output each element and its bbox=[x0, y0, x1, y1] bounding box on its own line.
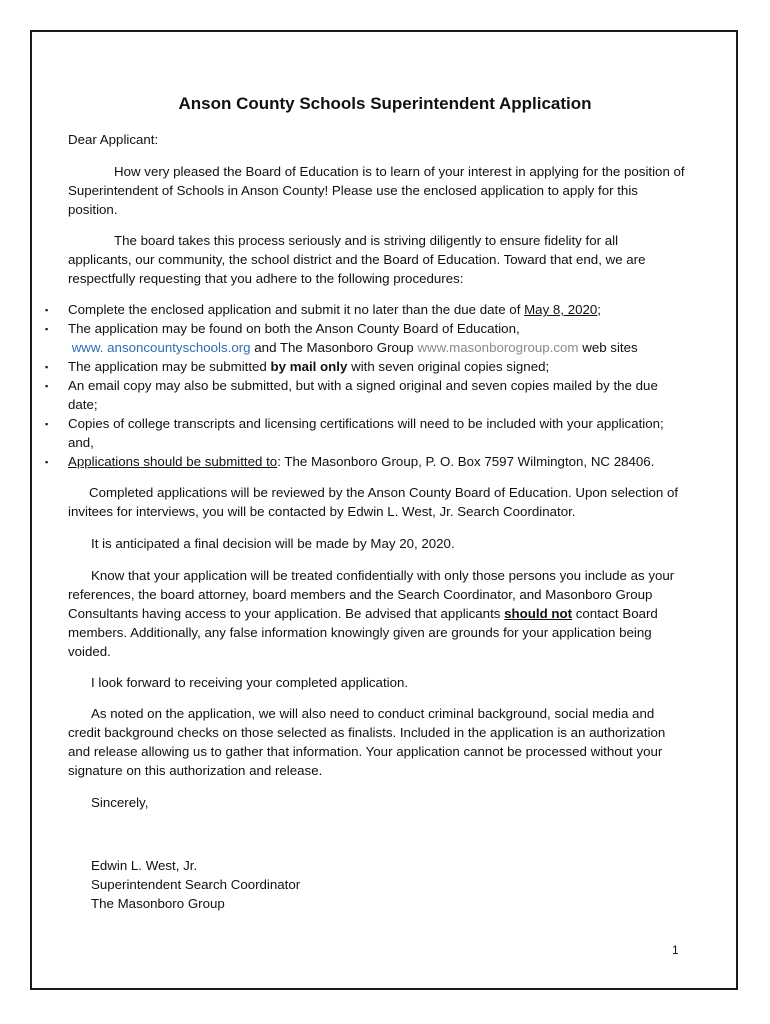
para5-line4: members. Additionally, any false information knowingly given are grounds for your application being bbox=[68, 625, 652, 640]
mailing-address: : The Masonboro Group, P. O. Box 7597 Wilmington, NC 28406. bbox=[277, 454, 655, 469]
para7-line3: and release allowing us to gather that information. Your application cannot be processed without your bbox=[68, 744, 663, 759]
para5-line5: voided. bbox=[68, 644, 111, 659]
para4: It is anticipated a final decision will be made by May 20, 2020. bbox=[91, 536, 455, 551]
signature-name: Edwin L. West, Jr. bbox=[91, 858, 198, 873]
para1-line1: How very pleased the Board of Education is to learn of your interest in applying for the position of bbox=[114, 164, 685, 179]
bullet-icon: ▪ bbox=[45, 419, 49, 429]
para5-text: contact Board bbox=[572, 606, 658, 621]
emphasis-text: by mail only bbox=[270, 359, 348, 374]
para1-line3: position. bbox=[68, 202, 118, 217]
list-item-end: with seven original copies signed; bbox=[347, 359, 550, 374]
para7-line2: credit background checks on those selected as finalists. Included in the application is an authorization bbox=[68, 725, 666, 740]
para3-line1: Completed applications will be reviewed by the Anson County Board of Education. Upon selection of bbox=[89, 485, 679, 500]
salutation: Dear Applicant: bbox=[68, 132, 159, 147]
bullet-icon: ▪ bbox=[45, 457, 49, 467]
masonborogroup-link[interactable]: www.masonborogroup.com bbox=[417, 340, 579, 355]
list-item-continuation: date; bbox=[68, 397, 98, 412]
list-item: An email copy may also be submitted, but with a signed original and seven copies mailed by the due bbox=[68, 378, 658, 393]
emphasis-text: should not bbox=[504, 606, 573, 621]
para5-text: Consultants having access to your application. Be advised that applicants bbox=[68, 606, 505, 621]
list-item: The application may be found on both the Anson County Board of Education, bbox=[68, 321, 520, 336]
para5-line2: references, the board attorney, board members and the Search Coordinator, and Masonboro Group bbox=[68, 587, 653, 602]
ansoncountyschools-link[interactable]: www. ansoncountyschools.org bbox=[71, 340, 251, 355]
list-item bbox=[68, 357, 549, 376]
list-item bbox=[68, 452, 654, 471]
underlined-text: Applications should be submitted to bbox=[68, 454, 278, 469]
list-item-end: web sites bbox=[578, 340, 638, 355]
para7-line4: signature on this authorization and release. bbox=[68, 763, 323, 778]
list-item-text: Complete the enclosed application and submit it no later than the due date of bbox=[68, 302, 525, 317]
page-title: Anson County Schools Superintendent Application bbox=[178, 94, 592, 113]
signature-org: The Masonboro Group bbox=[91, 896, 225, 911]
para5-line1: Know that your application will be treated confidentially with only those persons you include as your bbox=[91, 568, 675, 583]
closing: Sincerely, bbox=[91, 795, 149, 810]
para2-line1: The board takes this process seriously and is striving diligently to ensure fidelity for all bbox=[114, 233, 619, 248]
para2-line3: respectfully requesting that you adhere to the following procedures: bbox=[68, 271, 464, 286]
page-number: 1 bbox=[672, 943, 679, 957]
list-item-end: ; bbox=[597, 302, 601, 317]
list-item bbox=[68, 300, 601, 319]
bullet-icon: ▪ bbox=[45, 305, 49, 315]
para2-line2: applicants, our community, the school district and the Board of Education. Toward that end, we are bbox=[68, 252, 646, 267]
bullet-icon: ▪ bbox=[45, 324, 49, 334]
para1-line2: Superintendent of Schools in Anson County! Please use the enclosed application to apply for this bbox=[68, 183, 638, 198]
para3-line2: invitees for interviews, you will be contacted by Edwin L. West, Jr. Search Coordinator. bbox=[68, 504, 576, 519]
list-item: Copies of college transcripts and licensing certifications will need to be included with your application; bbox=[68, 416, 664, 431]
signature-role: Superintendent Search Coordinator bbox=[91, 877, 301, 892]
list-item-text: and The Masonboro Group bbox=[250, 340, 418, 355]
bullet-icon: ▪ bbox=[45, 381, 49, 391]
list-item-continuation: and, bbox=[68, 435, 94, 450]
due-date: May 8, 2020 bbox=[524, 302, 598, 317]
para6: I look forward to receiving your completed application. bbox=[91, 675, 409, 690]
list-item-continuation bbox=[68, 338, 638, 357]
bullet-icon: ▪ bbox=[45, 362, 49, 372]
list-item-text: The application may be submitted bbox=[68, 359, 271, 374]
para5-line3 bbox=[68, 604, 658, 623]
para7-line1: As noted on the application, we will also need to conduct criminal background, social media and bbox=[91, 706, 655, 721]
